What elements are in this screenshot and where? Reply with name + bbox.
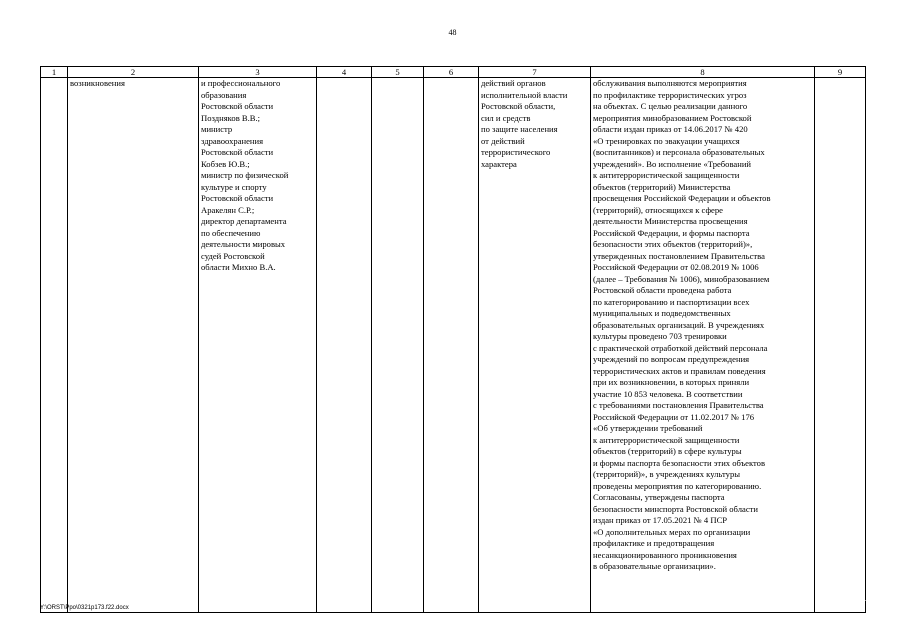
cell-col-3 <box>199 78 317 613</box>
text-line: объектов (территорий) Министерства <box>593 181 731 192</box>
text-line: объектов (территорий) в сфере культуры <box>593 446 742 456</box>
text-line: (далее – Требования № 1006), минобразованием <box>593 273 770 284</box>
text-line: по защите населения <box>481 124 558 134</box>
cell-col-1 <box>41 78 68 613</box>
text-line: Согласованы, утверждены паспорта <box>593 492 725 502</box>
text-line: от действий <box>481 135 525 146</box>
cell-col-2-text <box>70 78 196 90</box>
text-line: проведены мероприятия по категорированию. <box>593 480 762 491</box>
text-line: характера <box>481 158 517 169</box>
cell-col-2 <box>68 78 199 613</box>
text-line: Российской Федерации, и формы паспорта <box>593 227 750 238</box>
text-line: и формы паспорта безопасности этих объектов <box>593 457 766 468</box>
text-line: исполнительной власти <box>481 89 568 100</box>
document-table <box>40 66 866 613</box>
text-line: учреждений по вопросам предупреждения <box>593 354 750 364</box>
text-line: (территорий)», в учреждениях культуры <box>593 469 741 479</box>
text-line: профилактике и предотвращения <box>593 538 715 548</box>
header-cell-9: 9 <box>815 67 866 78</box>
cell-col-4 <box>317 78 372 613</box>
header-cell-5: 5 <box>372 67 424 78</box>
text-line: издан приказ от 17.05.2021 № 4 ПСР <box>593 515 728 525</box>
text-line: (территорий), относящихся к сфере <box>593 204 723 215</box>
text-line: обслуживания выполняются мероприятия <box>593 78 747 88</box>
text-line: «О тренировках по эвакуации учащихся <box>593 135 740 146</box>
text-line: здравоохранения <box>201 135 264 146</box>
text-line: к антитеррористической защищенности <box>593 434 740 445</box>
margin-mark <box>865 600 866 601</box>
text-line: Кобзев Ю.В.; <box>201 158 250 169</box>
text-line: министр по физической <box>201 170 289 180</box>
text-line: при их возникновении, в которых приняли <box>593 377 750 387</box>
text-line: на объектах. С целью реализации данного <box>593 101 748 111</box>
text-line: Поздняков В.В.; <box>201 112 261 123</box>
text-line: культуре и спорту <box>201 181 267 192</box>
header-cell-4: 4 <box>317 67 372 78</box>
page-number: 48 <box>448 28 457 37</box>
text-line: области Михно В.А. <box>201 262 276 272</box>
text-line: с требованиями постановления Правительства <box>593 400 764 410</box>
header-cell-3: 3 <box>199 67 317 78</box>
text-line: Российской Федерации от 02.08.2019 № 1006 <box>593 262 759 272</box>
text-line: (воспитанников) и персонала образовательных <box>593 147 765 157</box>
text-line: «Об утверждении требований <box>593 423 703 433</box>
text-line: Ростовской области <box>201 101 274 111</box>
text-line: Аракелян С.Р.; <box>201 204 255 215</box>
text-line: по обеспечению <box>201 227 261 238</box>
text-line: директор департамента <box>201 216 287 226</box>
text-line: участие 10 853 человека. В соответствии <box>593 388 743 399</box>
cell-col-3-text <box>201 78 314 274</box>
header-cell-2: 2 <box>68 67 199 78</box>
text-line: возникновения <box>70 78 125 88</box>
text-line: безопасности минспорта Ростовской области <box>593 503 758 514</box>
text-line: Ростовской области <box>201 193 274 203</box>
cell-col-8 <box>591 78 815 613</box>
cell-col-7 <box>479 78 591 613</box>
table-header-row <box>41 67 866 78</box>
text-line: министр <box>201 124 233 134</box>
cell-col-6 <box>424 78 479 613</box>
header-cell-1: 1 <box>41 67 68 78</box>
cell-col-5 <box>372 78 424 613</box>
text-line: Ростовской области, <box>481 101 556 111</box>
text-line: террористического <box>481 147 551 157</box>
text-line: области издан приказ от 14.06.2017 № 420 <box>593 124 748 134</box>
text-line: Ростовской области проведена работа <box>593 285 732 295</box>
text-line: и профессионального <box>201 78 281 88</box>
cell-col-8-text <box>593 78 812 573</box>
text-line: муниципальных и подведомственных <box>593 308 731 318</box>
text-line: по профилактике террористических угроз <box>593 89 747 100</box>
text-line: Российской Федерации от 11.02.2017 № 176 <box>593 411 755 422</box>
header-cell-8: 8 <box>591 67 815 78</box>
text-line: несанкционированного проникновения <box>593 549 737 560</box>
text-line: учреждений». Во исполнение «Требований <box>593 158 752 169</box>
text-line: деятельности Министерства просвещения <box>593 216 748 226</box>
text-line: деятельности мировых <box>201 239 286 249</box>
table-row <box>41 78 866 613</box>
text-line: образования <box>201 89 247 100</box>
text-line: действий органов <box>481 78 546 88</box>
header-cell-6: 6 <box>424 67 479 78</box>
text-line: безопасности этих объектов (территорий)», <box>593 239 753 249</box>
text-line: судей Ростовской <box>201 250 265 261</box>
text-line: террористических актов и правилам поведения <box>593 365 766 376</box>
text-line: образовательных организаций. В учреждениях <box>593 319 765 330</box>
text-line: утвержденных постановлением Правительства <box>593 250 765 261</box>
text-line: в образовательные организации». <box>593 561 716 571</box>
text-line: просвещения Российской Федерации и объектов <box>593 193 771 203</box>
text-line: к антитеррористической защищенности <box>593 170 740 180</box>
text-line: сил и средств <box>481 112 531 123</box>
text-line: «О дополнительных мерах по организации <box>593 526 751 537</box>
cell-col-7-text <box>481 78 588 170</box>
text-line: мероприятия минобразованием Ростовской <box>593 112 752 123</box>
text-line: по категорированию и паспортизации всех <box>593 296 750 307</box>
text-line: культуры проведено 703 тренировки <box>593 331 727 341</box>
cell-col-9 <box>815 78 866 613</box>
header-cell-7: 7 <box>479 67 591 78</box>
text-line: с практической отработкой действий персонала <box>593 342 768 353</box>
file-path-footer: Y:\ORST\Ppo\0321p173.f22.docx <box>40 605 129 611</box>
text-line: Ростовской области <box>201 147 274 157</box>
